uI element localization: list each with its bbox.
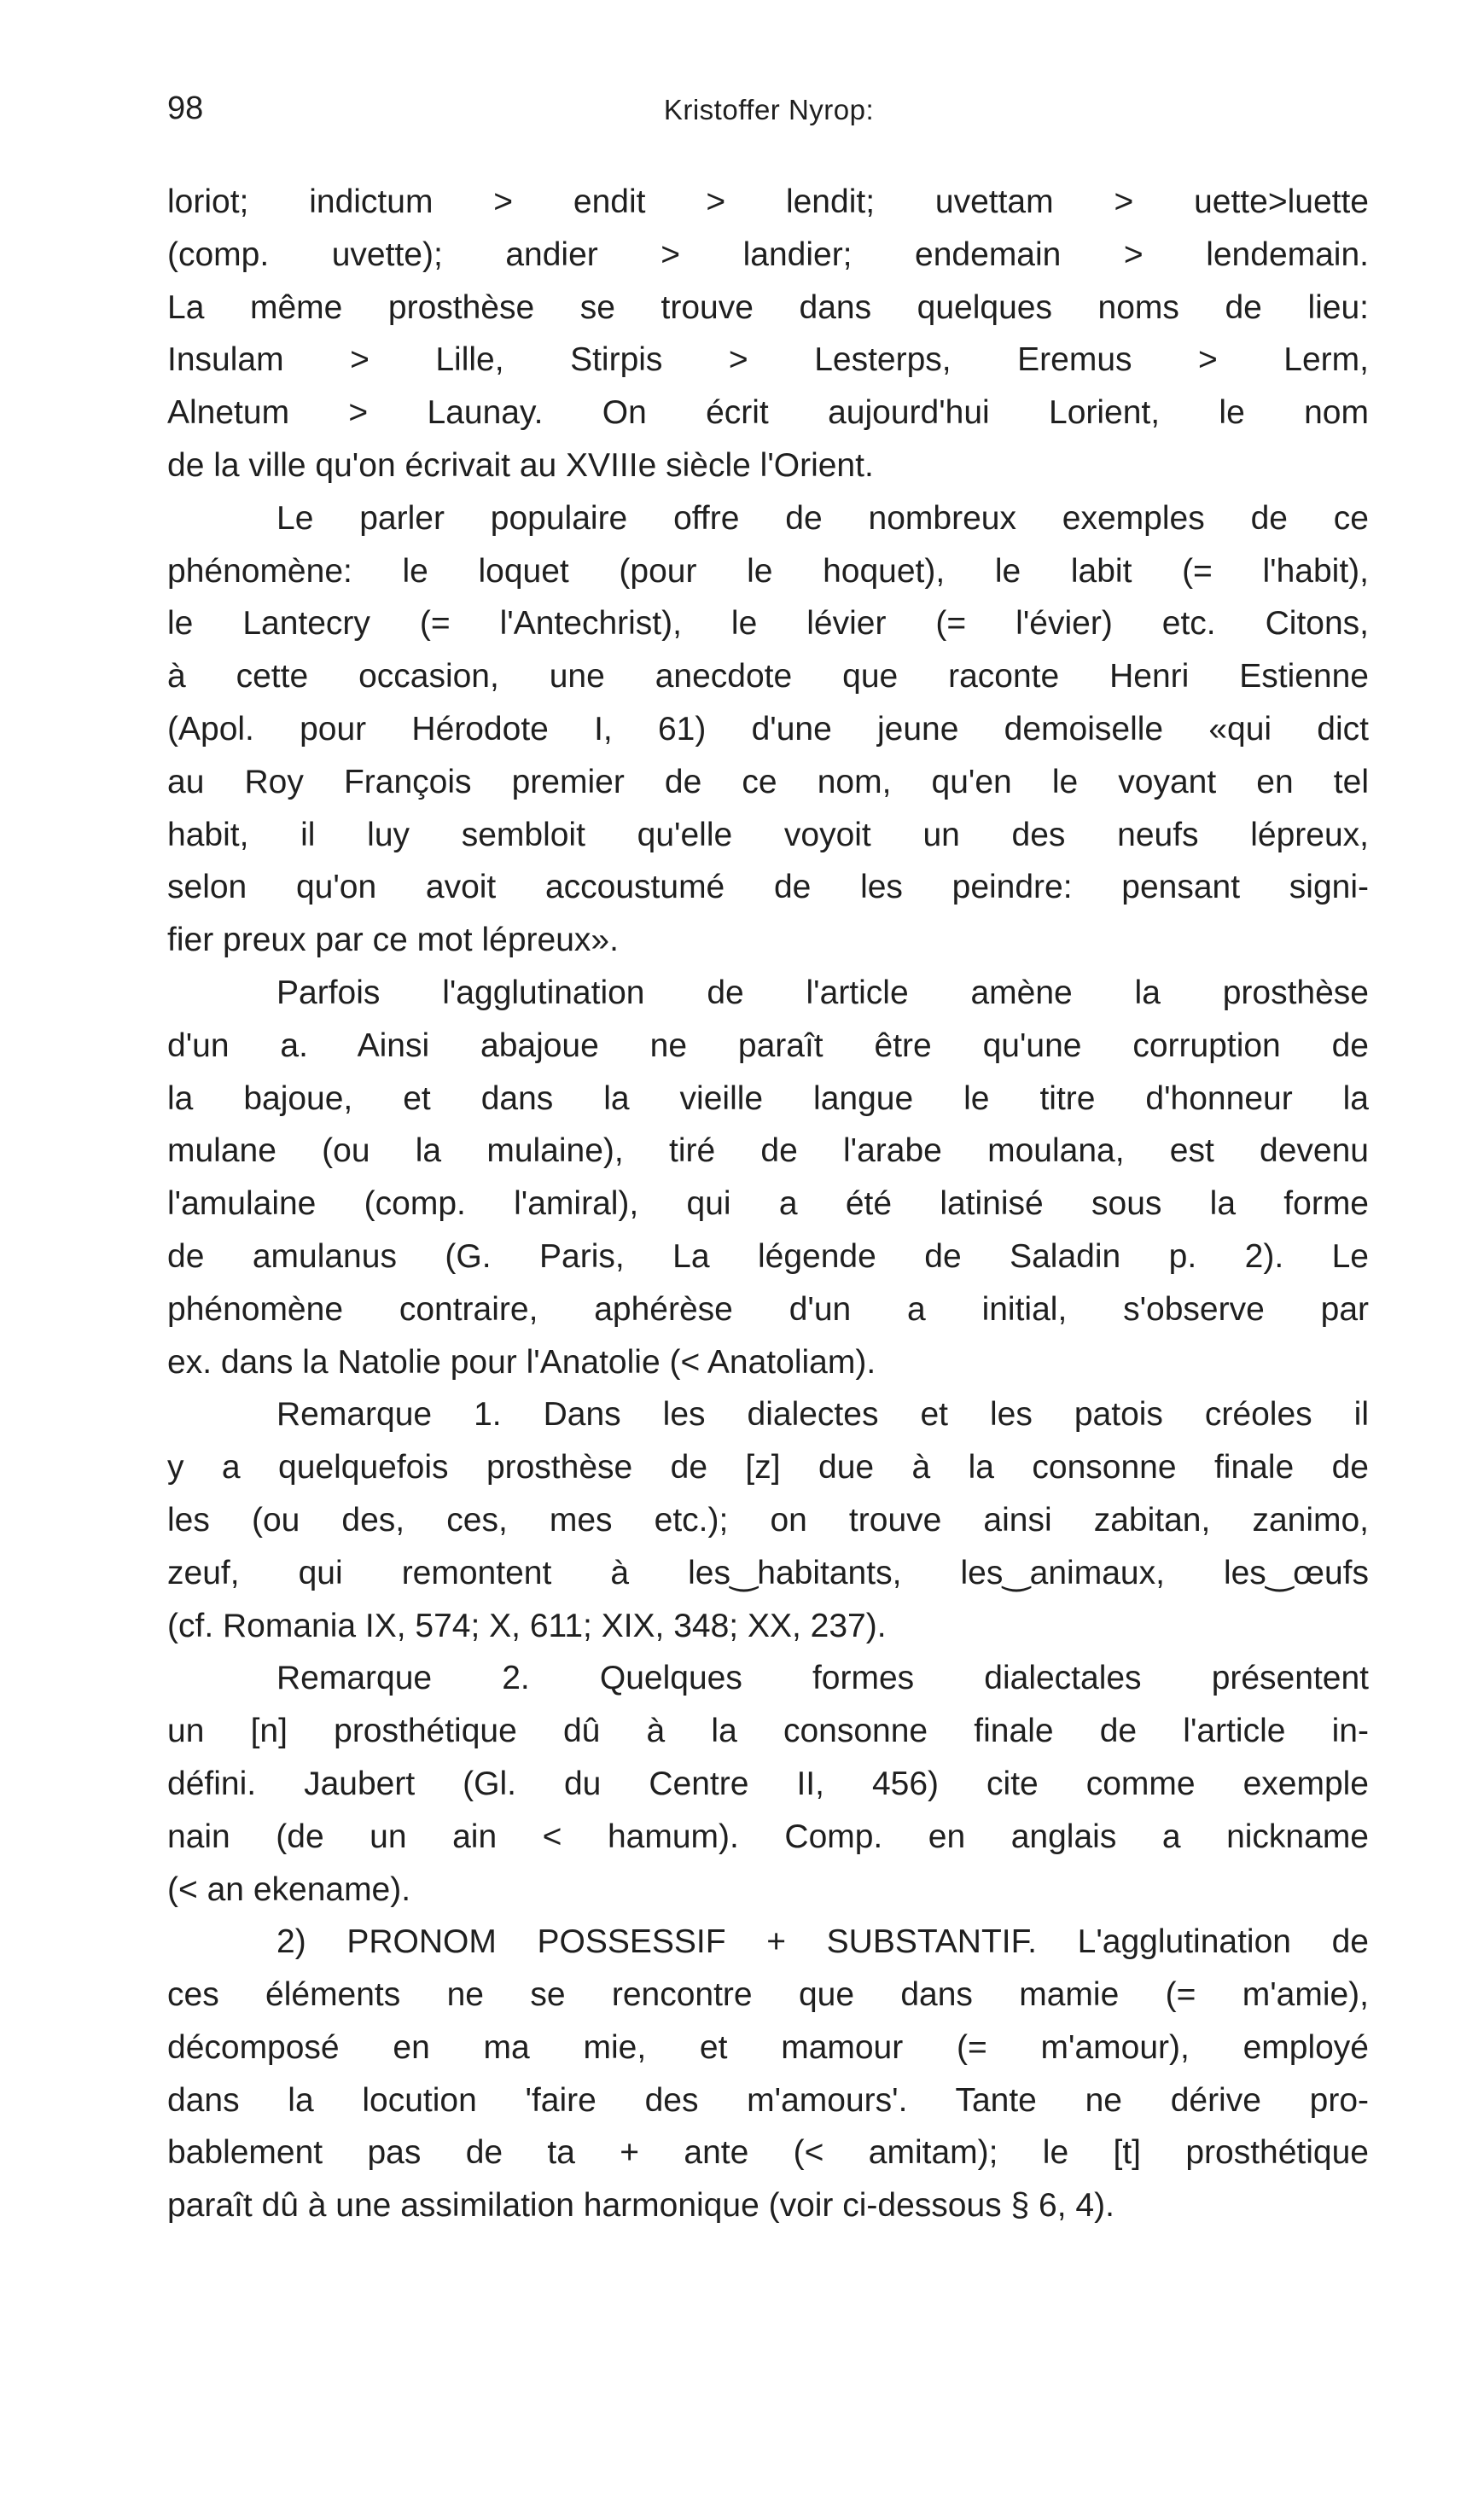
text-line: mulane (ou la mulaine), tiré de l'arabe moulana, est devenu	[167, 1132, 1369, 1170]
text-line: Alnetum > Launay. On écrit aujourd'hui Lorient, le nom	[167, 394, 1369, 432]
text-line: dans la locution 'faire des m'amours'. Tante ne dérive pro-	[167, 2081, 1369, 2119]
text-line: paraît dû à une assimilation harmonique (voir ci-dessous § 6, 4).	[167, 2187, 1114, 2225]
text-line: Insulam > Lille, Stirpis > Lesterps, Eremus > Lerm,	[167, 341, 1369, 379]
text-line: nain (de un ain < hamum). Comp. en anglais a nickname	[167, 1818, 1369, 1855]
text-line: de amulanus (G. Paris, La légende de Saladin p. 2). Le	[167, 1237, 1369, 1275]
text-line: loriot; indictum > endit > lendit; uvettam > uette>luette	[167, 183, 1369, 220]
running-head	[167, 90, 1371, 142]
text-line: habit, il luy sembloit qu'elle voyoit un des neufs lépreux,	[167, 816, 1369, 853]
text-line: décomposé en ma mie, et mamour (= m'amour), employé	[167, 2028, 1369, 2066]
text-line: Remarque 1. Dans les dialectes et les patois créoles il	[276, 1396, 1369, 1434]
body-text	[167, 176, 1369, 2232]
text-line: zeuf, qui remontent à les‿habitants, les‿animaux, les‿œufs	[167, 1554, 1369, 1591]
text-line: à cette occasion, une anecdote que raconte Henri Estienne	[167, 658, 1369, 695]
text-line: selon qu'on avoit accoustumé de les peindre: pensant signi-	[167, 869, 1369, 906]
text-line: au Roy François premier de ce nom, qu'en le voyant en tel	[167, 763, 1369, 800]
text-line: les (ou des, ces, mes etc.); on trouve ainsi zabitan, zanimo,	[167, 1501, 1369, 1539]
text-line: phénomène: le loquet (pour le hoquet), le labit (= l'habit),	[167, 552, 1369, 590]
text-line: (< an ekename).	[167, 1870, 411, 1908]
running-head-title: Kristoffer Nyrop:	[663, 94, 875, 125]
text-line: bablement pas de ta + ante (< amitam); le [t] prosthétique	[167, 2134, 1369, 2172]
text-line: de la ville qu'on écrivait au XVIIIe siècle l'Orient.	[167, 446, 874, 484]
text-line: ces éléments ne se rencontre que dans mamie (= m'amie),	[167, 1976, 1369, 2014]
text-line: le Lantecry (= l'Antechrist), le lévier (= l'évier) etc. Citons,	[167, 605, 1369, 643]
text-line: (Apol. pour Hérodote I, 61) d'une jeune demoiselle «qui dict	[167, 710, 1369, 748]
text-line: la bajoue, et dans la vieille langue le titre d'honneur la	[167, 1079, 1369, 1117]
text-line: Le parler populaire offre de nombreux exemples de ce	[276, 499, 1369, 537]
text-line: Remarque 2. Quelques formes dialectales présentent	[276, 1660, 1369, 1697]
text-line: l'amulaine (comp. l'amiral), qui a été latinisé sous la forme	[167, 1185, 1369, 1223]
text-line: (comp. uvette); andier > landier; endemain > lendemain.	[167, 236, 1369, 273]
text-line: fier preux par ce mot lépreux».	[167, 922, 619, 959]
text-line: (cf. Romania IX, 574; X, 611; XIX, 348; XX, 237).	[167, 1607, 887, 1644]
text-line: un [n] prosthétique dû à la consonne finale de l'article in-	[167, 1713, 1369, 1750]
text-line: La même prosthèse se trouve dans quelques noms de lieu:	[167, 288, 1369, 326]
text-line: ex. dans la Natolie pour l'Anatolie (< Anatoliam).	[167, 1343, 876, 1381]
page-number: 98	[167, 90, 204, 126]
text-line: Parfois l'agglutination de l'article amène la prosthèse	[276, 974, 1369, 1011]
text-line: y a quelquefois prosthèse de [z] due à la consonne finale de	[167, 1449, 1369, 1486]
text-line: phénomène contraire, aphérèse d'un a initial, s'observe par	[167, 1290, 1369, 1328]
text-line: d'un a. Ainsi abajoue ne paraît être qu'une corruption de	[167, 1027, 1369, 1064]
text-line: 2) PRONOM POSSESSIF + SUBSTANTIF. L'agglutination de	[276, 1923, 1369, 1961]
text-line: défini. Jaubert (Gl. du Centre II, 456) cite comme exemple	[167, 1765, 1369, 1802]
